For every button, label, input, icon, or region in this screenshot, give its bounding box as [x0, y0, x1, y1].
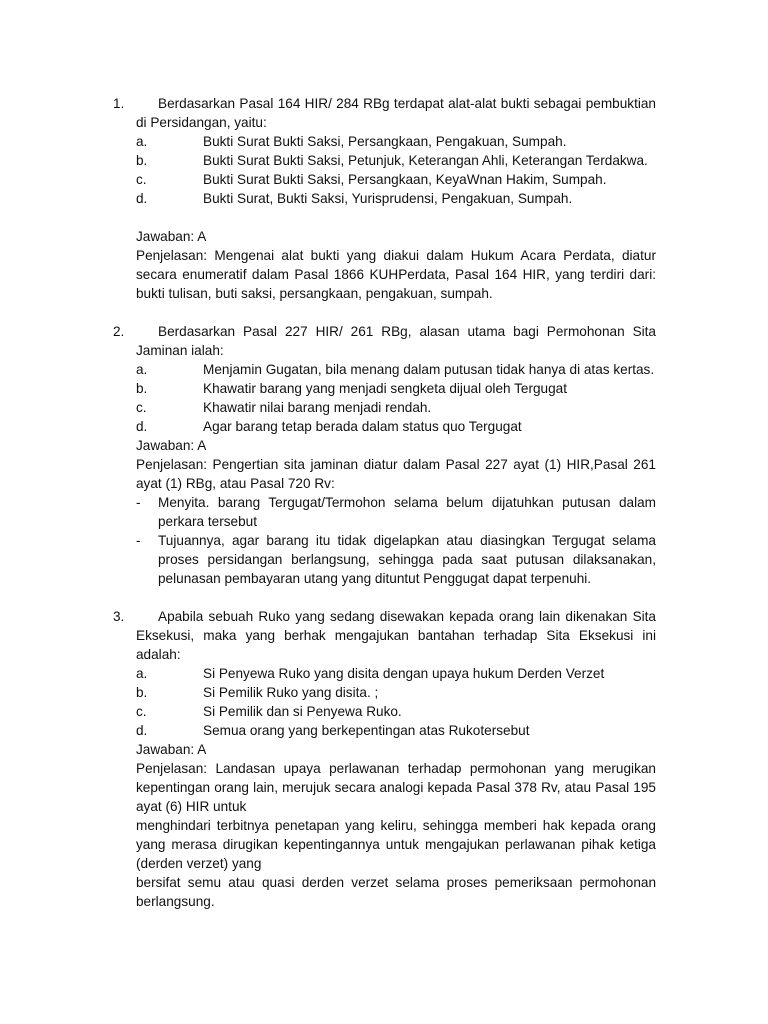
- option-b: [136, 683, 656, 702]
- option-d: [136, 189, 656, 208]
- document-body: [113, 94, 656, 911]
- option-c: [136, 702, 656, 721]
- option-letter: b.: [136, 685, 148, 700]
- option-letter: b.: [136, 381, 148, 396]
- option-c: [136, 170, 656, 189]
- option-text: Semua orang yang berkepentingan atas Rukotersebut: [203, 723, 530, 738]
- option-text: Bukti Surat Bukti Saksi, Persangkaan, Pengakuan, Sumpah.: [203, 134, 567, 149]
- option-text: Si Pemilik dan si Penyewa Ruko.: [203, 704, 402, 719]
- question-3: [113, 607, 656, 664]
- bullet-item: [136, 493, 656, 531]
- option-text: Agar barang tetap berada dalam status quo Tergugat: [203, 419, 522, 434]
- question-number: 1.: [113, 96, 125, 111]
- explanation-line-2: menghindari terbitnya penetapan yang keliru, sehingga memberi hak kepada orang yang merasa dirugikan kepentingannya untuk mengajukan perlawanan pihak ketiga (derden verzet) yang: [136, 818, 656, 871]
- option-text: Si Penyewa Ruko yang disita dengan upaya hukum Derden Verzet: [203, 666, 605, 681]
- bullet-dash: -: [136, 533, 141, 548]
- question-number: 2.: [113, 324, 125, 339]
- option-text: Bukti Surat, Bukti Saksi, Yurisprudensi, Pengakuan, Sumpah.: [203, 191, 573, 206]
- explanation-line-3: bersifat semu atau quasi derden verzet selama proses pemeriksaan permohonan berlangsung.: [136, 875, 656, 909]
- answer: Jawaban: A: [136, 229, 207, 244]
- option-letter: d.: [136, 191, 148, 206]
- question-2: [113, 322, 656, 360]
- answer: Jawaban: A: [136, 742, 207, 757]
- option-letter: c.: [136, 704, 147, 719]
- option-letter: b.: [136, 153, 148, 168]
- option-a: [136, 664, 656, 683]
- bullet-dash: -: [136, 495, 141, 510]
- question-text: Berdasarkan Pasal 164 HIR/ 284 RBg terdapat alat-alat bukti sebagai pembuktian di Persidangan, yaitu:: [136, 96, 656, 130]
- option-b: [136, 151, 656, 170]
- answer: Jawaban: A: [136, 438, 207, 453]
- question-text: Berdasarkan Pasal 227 HIR/ 261 RBg, alasan utama bagi Permohonan Sita Jaminan ialah:: [136, 324, 656, 358]
- option-text: Bukti Surat Bukti Saksi, Persangkaan, KeyaWnan Hakim, Sumpah.: [203, 172, 607, 187]
- spacer: [113, 588, 656, 607]
- bullet-item: [136, 531, 656, 588]
- spacer: [113, 208, 656, 227]
- option-text: Bukti Surat Bukti Saksi, Petunjuk, Keterangan Ahli, Keterangan Terdakwa.: [203, 153, 648, 168]
- explanation: Penjelasan: Pengertian sita jaminan diatur dalam Pasal 227 ayat (1) HIR,Pasal 261 ayat (1) RBg, atau Pasal 720 Rv:: [136, 457, 656, 491]
- option-letter: c.: [136, 172, 147, 187]
- option-text: Khawatir barang yang menjadi sengketa dijual oleh Tergugat: [203, 381, 568, 396]
- option-letter: a.: [136, 362, 148, 377]
- option-c: [136, 398, 656, 417]
- option-text: Si Pemilik Ruko yang disita. ;: [203, 685, 379, 700]
- bullet-text: Tujuannya, agar barang itu tidak digelapkan atau diasingkan Tergugat selama proses persidangan berlangsung, sehingga pada saat putusan dilaksanakan, pelunasan pembayaran utang yang dituntut Penggugat dapat terpenuhi.: [158, 533, 656, 586]
- spacer: [113, 303, 656, 322]
- question-number: 3.: [113, 609, 125, 624]
- option-letter: d.: [136, 723, 148, 738]
- explanation: Penjelasan: Mengenai alat bukti yang diakui dalam Hukum Acara Perdata, diatur secara enumeratif dalam Pasal 1866 KUHPerdata, Pasal 164 HIR, yang terdiri dari: bukti tulisan, buti saksi, persangkaan, pengakuan, sumpah.: [136, 248, 656, 301]
- option-letter: d.: [136, 419, 148, 434]
- option-text: Menjamin Gugatan, bila menang dalam putusan tidak hanya di atas kertas.: [203, 362, 655, 377]
- option-text: Khawatir nilai barang menjadi rendah.: [203, 400, 432, 415]
- option-d: [136, 417, 656, 436]
- bullet-text: Menyita. barang Tergugat/Termohon selama belum dijatuhkan putusan dalam perkara tersebut: [158, 495, 656, 529]
- option-a: [136, 360, 656, 379]
- option-b: [136, 379, 656, 398]
- explanation-line-1: Penjelasan: Landasan upaya perlawanan terhadap permohonan yang merugikan kepentingan orang lain, merujuk secara analogi kepada Pasal 378 Rv, atau Pasal 195 ayat (6) HIR untuk: [136, 761, 656, 814]
- question-1: [113, 94, 656, 132]
- option-letter: c.: [136, 400, 147, 415]
- question-text: Apabila sebuah Ruko yang sedang disewakan kepada orang lain dikenakan Sita Eksekusi, maka yang berhak mengajukan bantahan terhadap Sita Eksekusi ini adalah:: [136, 609, 656, 662]
- option-letter: a.: [136, 134, 148, 149]
- option-letter: a.: [136, 666, 148, 681]
- option-a: [136, 132, 656, 151]
- option-d: [136, 721, 656, 740]
